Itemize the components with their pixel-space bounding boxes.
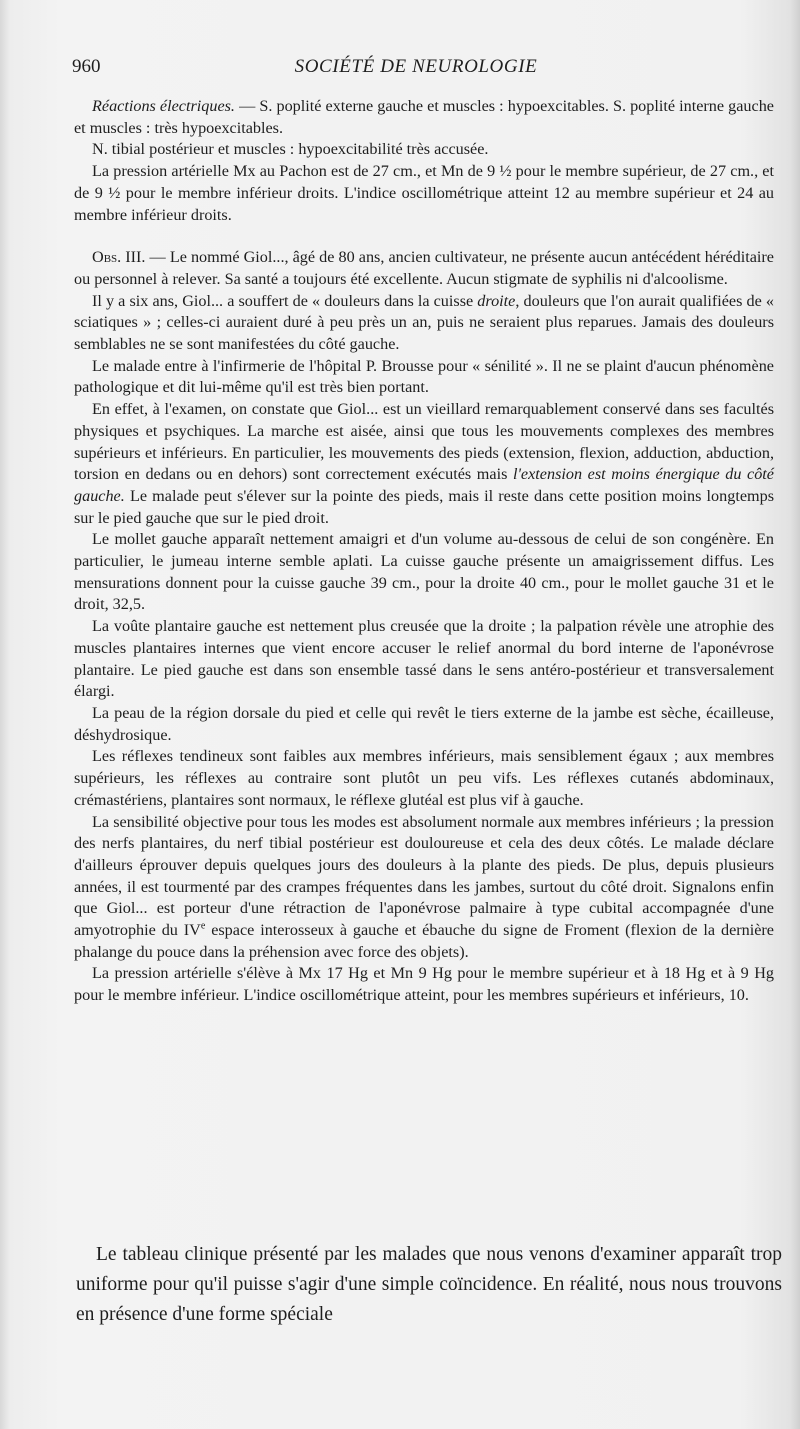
running-title: SOCIÉTÉ DE NEUROLOGIE <box>294 56 538 77</box>
paragraph-text: espace interosseux à gauche et ébauche du signe de Froment (flexion de la dernière phalange du pouce dans la préhension avec force des objets). <box>74 921 774 961</box>
spacer <box>74 226 774 247</box>
emphasis: l'extension est moins énergique du côté gauche. <box>74 465 774 505</box>
paragraph: N. tibial postérieur et muscles : hypoexcitabilité très accusée. <box>92 140 489 159</box>
paragraph-text: La sensibilité objective pour tous les modes est absolument normale aux membres inférieurs ; la pression des nerfs plantaires, du nerf tibial postérieur est douloureuse et cela des deux côtés. Le malade déclare d'ailleurs éprouver depuis quelques jours des douleurs à la plante des pieds. De plus, depuis plusieurs années, il est tourmenté par des crampes fréquentes dans les jambes, surtout du côté droit. Signalons enfin que Giol... est porteur d'une rétraction de l'aponévrose palmaire à type cubital accompagnée d'une amyotrophie du IV <box>74 812 774 940</box>
paragraph: Les réflexes tendineux sont faibles aux membres inférieurs, mais sensiblement égaux ; aux membres supérieurs, les réflexes au contraire sont plutôt un peu vifs. Les réflexes cutanés abdominaux, crémastériens, plantaires sont normaux, le réflexe glutéal est plus vif à gauche. <box>74 747 774 809</box>
paragraph-obs-heading <box>74 247 774 290</box>
paragraph-text: Le malade peut s'élever sur la pointe des pieds, mais il reste dans cette position moins longtemps sur le pied gauche que sur le pied droit. <box>74 486 774 527</box>
paragraph <box>74 399 774 529</box>
observation-label: Obs. III. <box>92 248 146 267</box>
superscript: e <box>200 920 206 932</box>
paragraph <box>74 812 774 964</box>
body-text <box>74 96 774 1007</box>
paragraph-text: — S. poplité externe gauche et muscles : hypoexcitables. S. poplité interne gauche et muscles : très hypoexcitables. <box>74 97 774 137</box>
paragraph-text: — Le nommé Giol..., âgé de 80 ans, ancien cultivateur, ne présente aucun antécédent héréditaire ou personnel à relever. Sa santé a toujours été excellente. Aucun stigmate de syphilis ni d'alcoolisme. <box>74 248 774 288</box>
paragraph: La voûte plantaire gauche est nettement plus creusée que la droite ; la palpation révèle une atrophie des muscles plantaires internes que vient encore accuser le relief anormal du bord interne de l'aponévrose plantaire. Le pied gauche est dans son ensemble tassé dans le sens antéro-postérieur et transversalement élargi. <box>74 617 774 701</box>
paragraph-reactions <box>74 96 774 139</box>
paragraph: La peau de la région dorsale du pied et celle qui revêt le tiers externe de la jambe est sèche, écailleuse, déshydrosique. <box>74 703 774 744</box>
paragraph: Le malade entre à l'infirmerie de l'hôpital P. Brousse pour « sénilité ». Il ne se plaint d'aucun phénomène pathologique et dit lui-même qu'il est très bien portant. <box>74 356 774 397</box>
closing-text <box>76 1240 782 1330</box>
paragraph-text: En effet, à l'examen, on constate que Giol... est un vieillard remarquablement conservé dans ses facultés physiques et psychiques. La marche est aisée, ainsi que tous les mouvements complexes des membres supérieurs et inférieurs. En particulier, les mouvements des pieds (extension, flexion, adduction, abduction, torsion en dedans ou en dehors) sont correctement exécutés mais <box>74 400 774 484</box>
paragraph-text: Il y a six ans, Giol... a souffert de « douleurs dans la cuisse <box>92 291 478 310</box>
paragraph <box>74 291 774 356</box>
closing-paragraph: Le tableau clinique présenté par les malades que nous venons d'examiner apparaît trop uniforme pour qu'il puisse s'agir d'une simple coïncidence. En réalité, nous nous trouvons en présence d'une forme spéciale <box>76 1244 782 1325</box>
paragraph: La pression artérielle Mx au Pachon est de 27 cm., et Mn de 9 ½ pour le membre supérieur, de 27 cm., et de 9 ½ pour le membre inférieur droits. L'indice oscillométrique atteint 12 au membre supérieur et 24 au membre inférieur droits. <box>74 162 774 224</box>
paragraph: Le mollet gauche apparaît nettement amaigri et d'un volume au-dessous de celui de son congénère. En particulier, le jumeau interne semble aplati. La cuisse gauche présente un amaigrissement diffus. Les mensurations donnent pour la cuisse gauche 39 cm., pour la droite 40 cm., pour le mollet gauche 31 et le droit, 32,5. <box>74 530 774 614</box>
paragraph: La pression artérielle s'élève à Mx 17 Hg et Mn 9 Hg pour le membre supérieur et à 18 Hg et à 9 Hg pour le membre inférieur. L'indice oscillométrique atteint, pour les membres supérieurs et inférieurs, 10. <box>74 964 774 1005</box>
page-header <box>72 56 760 86</box>
emphasis: droite <box>477 291 516 310</box>
page-number: 960 <box>72 56 101 77</box>
paragraph-text: , douleurs que l'on aurait qualifiées de « sciatiques » ; celles-ci auraient duré à peu près un an, puis ne seraient plus reparues. Jamais des douleurs semblables ne se sont manifestées du côté gauche. <box>74 291 774 354</box>
paragraph-lead: Réactions électriques. <box>92 97 235 115</box>
